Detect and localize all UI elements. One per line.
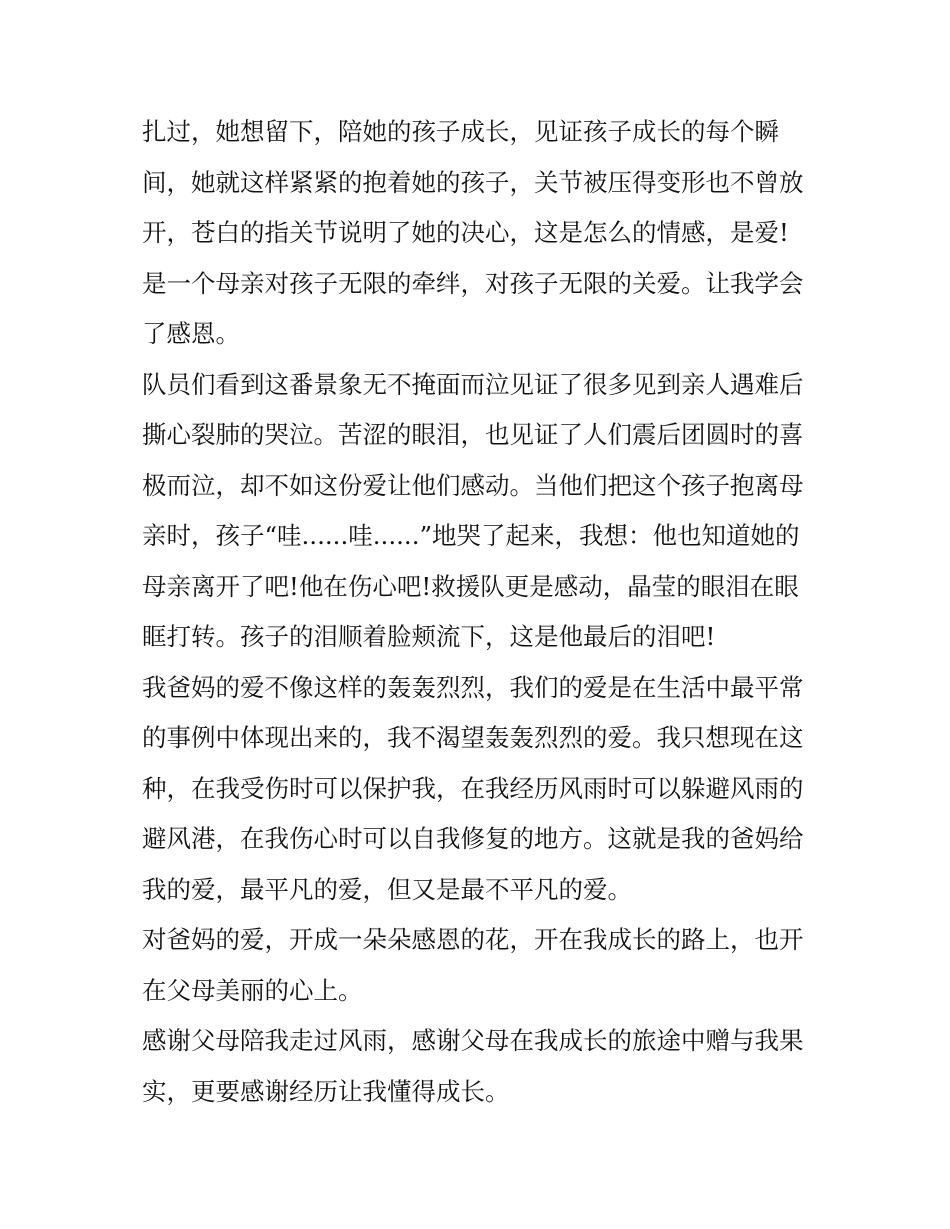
essay-body [142,107,822,1117]
text-line: 亲时，孩子“哇......哇......”地哭了起来，我想：他也知道她的 [142,521,800,550]
text-line: 极而泣，却不如这份爱让他们感动。当他们把这个孩子抱离母 [142,470,804,500]
text-line: 撕心裂肺的哭泣。苦涩的眼泪，也见证了人们震后团圆时的喜 [142,420,804,449]
text-line: 避风港，在我伤心时可以自我修复的地方。这就是我的爸妈给 [142,824,804,853]
text-line: 了感恩。 [142,319,240,348]
text-line: 我爸妈的爱不像这样的轰轰烈烈，我们的爱是在生活中最平常 [142,672,804,702]
text-line: 间，她就这样紧紧的抱着她的孩子，关节被压得变形也不曾放 [142,167,804,197]
text-line: 开，苍白的指关节说明了她的决心，这是怎么的情感，是爱! [142,218,789,247]
text-line: 队员们看到这番景象无不掩面而泣见证了很多见到亲人遇难后 [142,369,804,399]
text-line: 实，更要感谢经历让我懂得成长。 [142,1076,510,1106]
text-line: 的事例中体现出来的，我不渴望轰轰烈烈的爱。我只想现在这 [142,723,804,752]
text-line: 是一个母亲对孩子无限的牵绊，对孩子无限的关爱。让我学会 [142,268,804,298]
text-line: 母亲离开了吧!他在伤心吧!救援队更是感动，晶莹的眼泪在眼 [142,571,799,601]
text-line: 我的爱，最平凡的爱，但又是最不平凡的爱。 [142,874,632,904]
text-line: 种，在我受伤时可以保护我，在我经历风雨时可以躲避风雨的 [142,773,804,803]
text-line: 扎过，她想留下，陪她的孩子成长，见证孩子成长的每个瞬 [142,117,779,146]
text-line: 感谢父母陪我走过风雨，感谢父母在我成长的旅途中赠与我果 [142,1026,804,1055]
text-line: 眶打转。孩子的泪顺着脸颊流下，这是他最后的泪吧! [142,622,716,651]
text-line: 对爸妈的爱，开成一朵朵感恩的花，开在我成长的路上，也开 [142,925,804,954]
text-line: 在父母美丽的心上。 [142,975,363,1005]
